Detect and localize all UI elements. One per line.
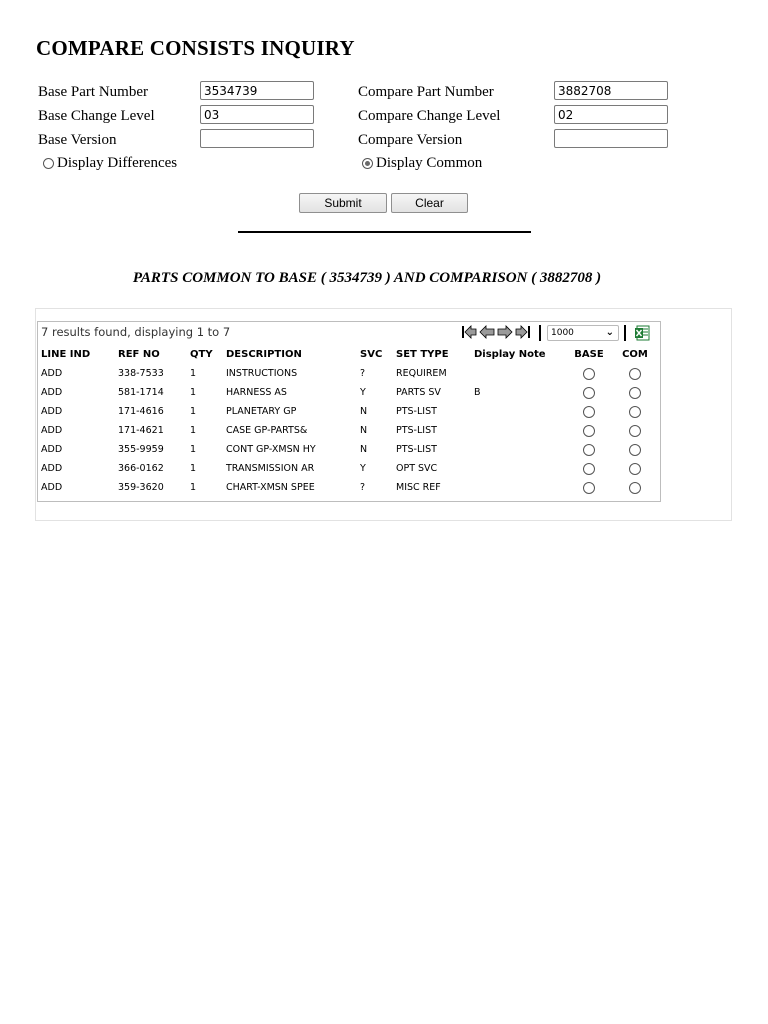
cell-ref-no: 355-9959 bbox=[118, 444, 164, 455]
cell-qty: 1 bbox=[190, 387, 197, 398]
com-radio[interactable] bbox=[629, 368, 641, 380]
results-heading: PARTS COMMON TO BASE ( 3534739 ) AND COMPARISON ( 3882708 ) bbox=[132, 270, 602, 286]
table-row bbox=[41, 459, 658, 478]
cell-line-ind: ADD bbox=[41, 482, 63, 493]
com-radio[interactable] bbox=[629, 463, 641, 475]
col-svc[interactable]: SVC bbox=[360, 349, 383, 360]
cell-line-ind: ADD bbox=[41, 463, 63, 474]
cell-qty: 1 bbox=[190, 482, 197, 493]
next-page-icon[interactable] bbox=[497, 325, 513, 339]
pager bbox=[461, 325, 533, 339]
base-change-label: Base Change Level bbox=[38, 108, 155, 124]
base-radio[interactable] bbox=[583, 425, 595, 437]
col-description[interactable]: DESCRIPTION bbox=[226, 349, 302, 360]
cell-description: CHART-XMSN SPEE bbox=[226, 482, 315, 493]
cell-svc: Y bbox=[360, 387, 366, 398]
cell-set-type: PTS-LIST bbox=[396, 444, 437, 455]
cell-ref-no: 359-3620 bbox=[118, 482, 164, 493]
cell-line-ind: ADD bbox=[41, 444, 63, 455]
table-row bbox=[41, 383, 658, 402]
display-differences-radio[interactable] bbox=[43, 158, 54, 169]
cell-description: HARNESS AS bbox=[226, 387, 287, 398]
compare-part-label: Compare Part Number bbox=[358, 84, 494, 100]
cell-svc: N bbox=[360, 406, 368, 417]
cell-set-type: PTS-LIST bbox=[396, 406, 437, 417]
cell-display-note bbox=[474, 478, 566, 497]
cell-line-ind: ADD bbox=[41, 368, 63, 379]
com-radio[interactable] bbox=[629, 387, 641, 399]
cell-line-ind: ADD bbox=[41, 406, 63, 417]
cell-set-type: OPT SVC bbox=[396, 463, 438, 474]
col-ref-no[interactable]: REF NO bbox=[118, 349, 160, 360]
cell-description: PLANETARY GP bbox=[226, 406, 297, 417]
table-row bbox=[41, 402, 658, 421]
display-common-radio[interactable] bbox=[362, 158, 373, 169]
chevron-down-icon: ⌄ bbox=[605, 327, 614, 338]
com-radio[interactable] bbox=[629, 444, 641, 456]
base-change-input[interactable]: 03 bbox=[200, 105, 314, 124]
pager-separator-1 bbox=[539, 325, 541, 341]
cell-ref-no: 581-1714 bbox=[118, 387, 164, 398]
compare-change-label: Compare Change Level bbox=[358, 108, 501, 124]
base-radio[interactable] bbox=[583, 482, 595, 494]
cell-set-type: PARTS SV bbox=[396, 387, 441, 398]
cell-ref-no: 366-0162 bbox=[118, 463, 164, 474]
base-radio[interactable] bbox=[583, 368, 595, 380]
cell-display-note: B bbox=[474, 387, 481, 398]
display-differences-label: Display Differences bbox=[57, 155, 178, 171]
table-row bbox=[41, 478, 658, 497]
table-row bbox=[41, 440, 658, 459]
cell-ref-no: 171-4621 bbox=[118, 425, 164, 436]
excel-export-icon[interactable] bbox=[634, 325, 650, 341]
pager-separator-2 bbox=[624, 325, 626, 341]
cell-qty: 1 bbox=[190, 444, 197, 455]
col-base[interactable]: BASE bbox=[574, 349, 604, 360]
cell-description: INSTRUCTIONS bbox=[226, 368, 298, 379]
cell-display-note bbox=[474, 459, 566, 478]
display-differences-option[interactable] bbox=[43, 155, 177, 172]
cell-display-note bbox=[474, 364, 566, 383]
com-radio[interactable] bbox=[629, 406, 641, 418]
cell-svc: N bbox=[360, 444, 368, 455]
cell-ref-no: 171-4616 bbox=[118, 406, 164, 417]
display-common-label: Display Common bbox=[376, 155, 483, 171]
page-title: COMPARE CONSISTS INQUIRY bbox=[36, 36, 355, 60]
base-version-input[interactable] bbox=[200, 129, 314, 148]
base-version-label: Base Version bbox=[38, 132, 117, 148]
cell-display-note bbox=[474, 402, 566, 421]
cell-description: TRANSMISSION AR bbox=[226, 463, 315, 474]
page-size-select[interactable] bbox=[547, 325, 619, 341]
cell-line-ind: ADD bbox=[41, 425, 63, 436]
last-page-icon[interactable] bbox=[515, 325, 531, 339]
compare-part-input[interactable]: 3882708 bbox=[554, 81, 668, 100]
com-radio[interactable] bbox=[629, 425, 641, 437]
compare-version-input[interactable] bbox=[554, 129, 668, 148]
cell-set-type: REQUIREM bbox=[396, 368, 447, 379]
base-radio[interactable] bbox=[583, 463, 595, 475]
base-radio[interactable] bbox=[583, 406, 595, 418]
cell-set-type: PTS-LIST bbox=[396, 425, 437, 436]
table-row bbox=[41, 421, 658, 440]
cell-description: CASE GP-PARTS& bbox=[226, 425, 308, 436]
display-common-option[interactable] bbox=[362, 155, 482, 172]
cell-svc: N bbox=[360, 425, 368, 436]
table-header-row bbox=[41, 345, 658, 364]
clear-button[interactable]: Clear bbox=[391, 193, 468, 213]
cell-qty: 1 bbox=[190, 406, 197, 417]
base-radio[interactable] bbox=[583, 444, 595, 456]
cell-svc: ? bbox=[360, 482, 366, 493]
compare-change-input[interactable]: 02 bbox=[554, 105, 668, 124]
cell-set-type: MISC REF bbox=[396, 482, 441, 493]
first-page-icon[interactable] bbox=[461, 325, 477, 339]
col-com[interactable]: COM bbox=[622, 349, 648, 360]
cell-display-note bbox=[474, 421, 566, 440]
col-line-ind[interactable]: LINE IND bbox=[41, 349, 91, 360]
cell-ref-no: 338-7533 bbox=[118, 368, 164, 379]
com-radio[interactable] bbox=[629, 482, 641, 494]
divider bbox=[238, 231, 531, 233]
col-set-type[interactable]: SET TYPE bbox=[396, 349, 449, 360]
base-part-label: Base Part Number bbox=[38, 84, 148, 100]
cell-display-note bbox=[474, 440, 566, 459]
submit-button[interactable]: Submit bbox=[299, 193, 387, 213]
prev-page-icon[interactable] bbox=[479, 325, 495, 339]
cell-qty: 1 bbox=[190, 368, 197, 379]
cell-description: CONT GP-XMSN HY bbox=[226, 444, 316, 455]
cell-line-ind: ADD bbox=[41, 387, 63, 398]
results-table bbox=[41, 345, 658, 497]
col-qty[interactable]: QTY bbox=[190, 349, 213, 360]
base-radio[interactable] bbox=[583, 387, 595, 399]
base-part-input[interactable]: 3534739 bbox=[200, 81, 314, 100]
cell-qty: 1 bbox=[190, 463, 197, 474]
cell-svc: Y bbox=[360, 463, 366, 474]
page-size-value: 1000 bbox=[551, 328, 574, 338]
compare-version-label: Compare Version bbox=[358, 132, 463, 148]
results-count: 7 results found, displaying 1 to 7 bbox=[41, 325, 231, 339]
col-display-note[interactable]: Display Note bbox=[474, 349, 546, 360]
cell-qty: 1 bbox=[190, 425, 197, 436]
cell-svc: ? bbox=[360, 368, 366, 379]
table-row bbox=[41, 364, 658, 383]
